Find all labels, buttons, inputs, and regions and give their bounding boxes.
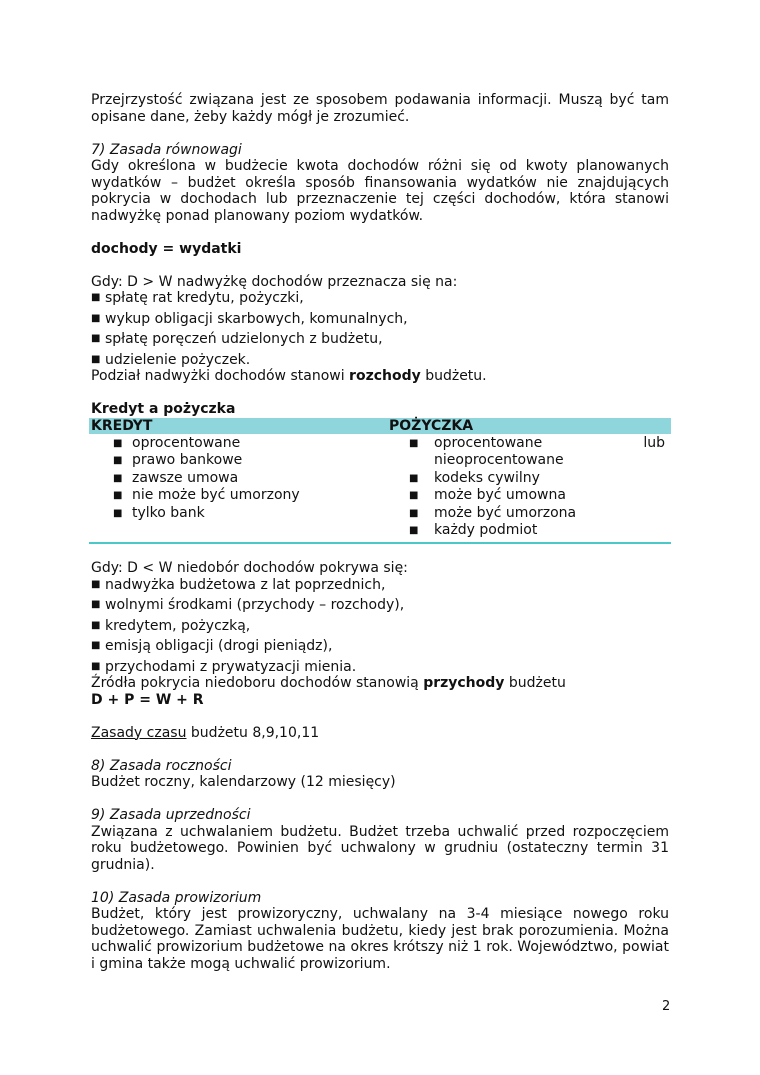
- square-bullet-icon: ■: [409, 525, 419, 536]
- pozyczka-list: [387, 435, 671, 540]
- list-item: ■ może być umowna: [409, 487, 566, 503]
- square-bullet-icon: ■: [113, 437, 123, 449]
- rule7-text: Gdy określona w budżecie kwota dochodów różni się od kwoty planowanych wydatków – budżet określa sposób finansowania wydatków nie znajdujących pokrycia w dochodach lub przeznaczenie tej części dochodów, która stanowi nadwyżkę ponad planowany poziom wydatków.: [91, 158, 669, 224]
- list-item: ■ każdy podmiot: [409, 522, 538, 538]
- table-header-kredyt: KREDYT: [89, 418, 387, 434]
- square-bullet-icon: ■: [91, 333, 101, 344]
- list-item: ■ kredytem, pożyczką,: [91, 617, 251, 634]
- square-bullet-icon: ■: [91, 578, 101, 590]
- rule9-heading: 9) Zasada uprzedności: [91, 807, 251, 823]
- square-bullet-icon: ■: [91, 640, 101, 651]
- surplus-lead: Gdy: D > W nadwyżkę dochodów przeznacza się na:: [91, 273, 458, 290]
- square-bullet-icon: ■: [91, 619, 101, 631]
- list-item: ■ nie może być umorzony: [113, 487, 300, 503]
- list-item: ■ tylko bank: [113, 504, 205, 521]
- deficit-summary: Źródła pokrycia niedoboru dochodów stanowią przychody budżetu: [91, 675, 566, 691]
- deficit-list: [91, 577, 669, 676]
- square-bullet-icon: ■: [113, 472, 123, 484]
- square-bullet-icon: ■: [409, 472, 419, 484]
- square-bullet-icon: ■: [91, 292, 101, 303]
- equation-income-expense: dochody = wydatki: [91, 240, 242, 257]
- time-rules-line: Zasady czasu budżetu 8,9,10,11: [91, 724, 320, 741]
- square-bullet-icon: ■: [409, 490, 419, 501]
- rule8-heading: 8) Zasada roczności: [91, 757, 232, 774]
- deficit-lead: Gdy: D < W niedobór dochodów pokrywa się:: [91, 560, 408, 576]
- rule9-text: Związana z uchwalaniem budżetu. Budżet trzeba uchwalić przed rozpoczęciem roku budżetowego. Powinien być uchwalony w grudniu (ostateczny termin 31 grudnia).: [91, 823, 669, 873]
- intro-paragraph: Przejrzystość związana jest ze sposobem podawania informacji. Muszą być tam opisane dane, żeby każdy mógł je zrozumieć.: [91, 92, 669, 125]
- surplus-summary: Podział nadwyżki dochodów stanowi rozchody budżetu.: [91, 368, 487, 384]
- square-bullet-icon: ■: [91, 312, 101, 324]
- square-bullet-icon: ■: [113, 490, 123, 501]
- list-item: ■ spłatę rat kredytu, pożyczki,: [91, 290, 304, 306]
- list-item: ■ zawsze umowa: [113, 469, 239, 486]
- page-content: [91, 92, 669, 972]
- rule8-text: Budżet roczny, kalendarzowy (12 miesięcy): [91, 774, 396, 790]
- kredyt-cell: [89, 434, 387, 543]
- rule7-heading: 7) Zasada równowagi: [91, 141, 242, 158]
- list-item: ■ wolnymi środkami (przychody – rozchody),: [91, 597, 405, 613]
- square-bullet-icon: ■: [409, 507, 419, 519]
- square-bullet-icon: ■: [91, 660, 101, 672]
- list-item: ■ oprocentowane lub nieoprocentowane: [409, 434, 665, 468]
- loan-heading: Kredyt a pożyczka: [91, 401, 236, 417]
- rule10-text: Budżet, który jest prowizoryczny, uchwalany na 3-4 miesiące nowego roku budżetowego. Zamiast uchwalenia budżetu, kiedy jest brak porozumienia. Można uchwalić prowizorium budżetowe na okres krótszy niż 1 rok. Województwo, powiat i gmina także mogą uchwalić prowizorium.: [91, 906, 669, 972]
- list-item: ■ może być umorzona: [409, 504, 577, 521]
- surplus-list: [91, 290, 669, 368]
- list-item: ■ kodeks cywilny: [409, 469, 540, 486]
- equation-balance: D + P = W + R: [91, 691, 204, 708]
- list-item: ■ emisją obligacji (drogi pieniądz),: [91, 638, 333, 654]
- list-item: ■ oprocentowane: [113, 434, 241, 451]
- list-item: ■ przychodami z prywatyzacji mienia.: [91, 658, 357, 675]
- list-item: ■ spłatę poręczeń udzielonych z budżetu,: [91, 331, 383, 347]
- table-header-pozyczka: POŻYCZKA: [387, 418, 671, 434]
- pozyczka-cell: [387, 434, 671, 543]
- rule10-heading: 10) Zasada prowizorium: [91, 889, 262, 906]
- square-bullet-icon: ■: [91, 599, 101, 610]
- loan-comparison-table: [89, 418, 671, 544]
- list-item: ■ nadwyżka budżetowa z lat poprzednich,: [91, 576, 386, 593]
- list-item: ■ prawo bankowe: [113, 452, 243, 468]
- kredyt-list: [89, 435, 387, 523]
- page-number: 2: [662, 999, 671, 1014]
- square-bullet-icon: ■: [409, 437, 419, 449]
- list-item: ■ wykup obligacji skarbowych, komunalnych,: [91, 310, 408, 327]
- square-bullet-icon: ■: [113, 507, 123, 519]
- square-bullet-icon: ■: [91, 353, 101, 365]
- square-bullet-icon: ■: [113, 455, 123, 466]
- list-item: ■ udzielenie pożyczek.: [91, 351, 251, 368]
